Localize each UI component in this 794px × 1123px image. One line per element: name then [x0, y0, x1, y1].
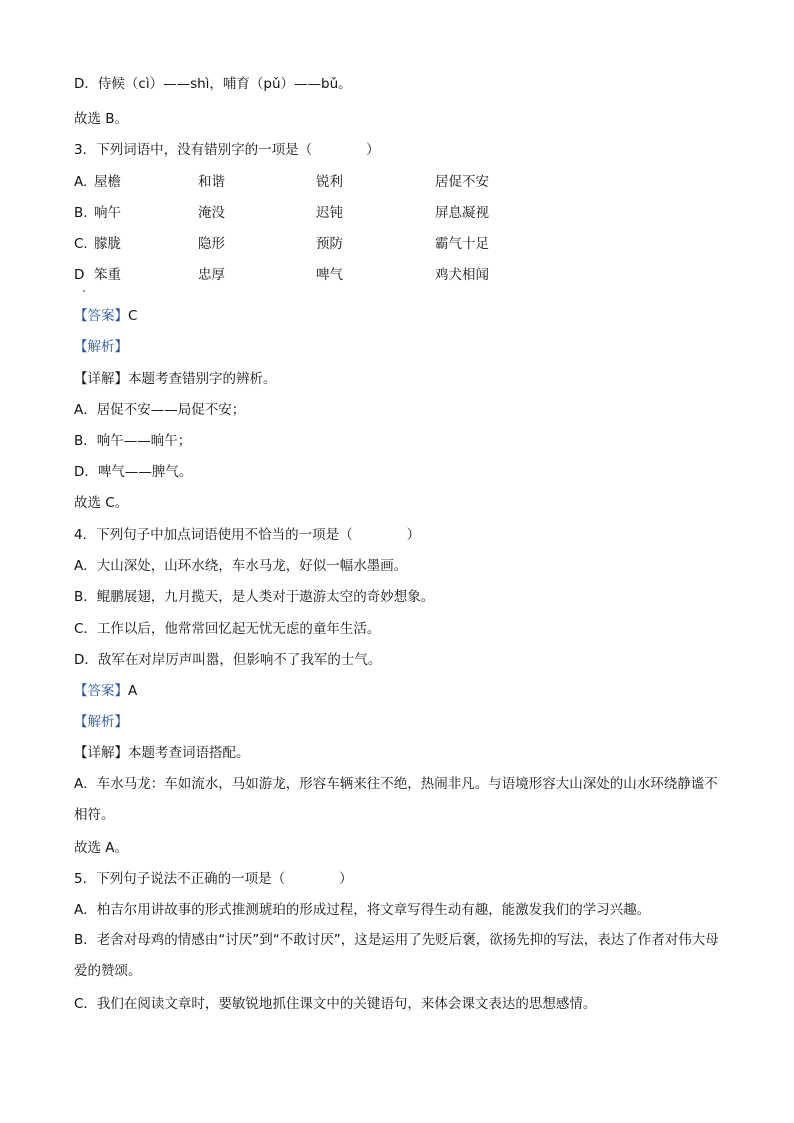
- detail-tag: 【详解】: [74, 371, 128, 387]
- q5-option-b: B．老舍对母鸡的情感由“讨厌”到“不敢讨厌”，这是运用了先贬后褒，欲扬先抑的写法，表达了作者对伟大母爱的赞颂。: [74, 932, 719, 979]
- line-answer-b: 故选 B。: [74, 111, 129, 127]
- analysis-tag-3: 【解析】: [74, 339, 128, 355]
- question-3: 3．下列词语中，没有错别字的一项是（ ）: [74, 142, 380, 158]
- option-word: 忠厚: [198, 267, 225, 283]
- option-word: 隐形: [198, 236, 225, 252]
- q4-option-c: C．工作以后，他常常回忆起无忧无虑的童年生活。: [74, 621, 381, 637]
- answer-tag: 【答案】: [74, 308, 128, 324]
- q4-option-b: B．鲲鹏展翅，九月揽天，是人类对于遨游太空的奇妙想象。: [74, 589, 435, 605]
- analysis-tag-4: 【解析】: [74, 714, 128, 730]
- option-word: 迟钝: [316, 205, 343, 221]
- question-5: 5．下列句子说法不正确的一项是（ ）: [74, 871, 353, 887]
- q4-option-a: A．大山深处，山环水绕，车水马龙，好似一幅水墨画。: [74, 558, 408, 574]
- option-word: 锐利: [316, 174, 343, 190]
- answer-3: [74, 307, 137, 325]
- option-label: B.: [74, 205, 88, 221]
- q5-option-c: C．我们在阅读文章时，要敏锐地抓住课文中的关键语句，来体会课文表达的思想感情。: [74, 996, 597, 1012]
- option-word: 屋檐: [94, 174, 121, 190]
- option-word: 屏息凝视: [435, 205, 489, 221]
- option-word: 朦胧: [94, 236, 121, 252]
- q3-option-row-c: [0, 235, 794, 253]
- stray-dot: [83, 290, 85, 292]
- correction-a: A．居促不安——局促不安；: [74, 402, 246, 418]
- answer-tag: 【答案】: [74, 683, 128, 699]
- q3-option-row-b: [0, 204, 794, 222]
- option-word: 鸡犬相闻: [435, 267, 489, 283]
- correction-d: D．啤气——脾气。: [74, 464, 193, 480]
- detail-text: 本题考查错别字的辨析。: [128, 371, 277, 387]
- question-4: 4．下列句子中加点词语使用不恰当的一项是（ ）: [74, 527, 421, 543]
- option-word: 和谐: [198, 174, 225, 190]
- option-word: 笨重: [94, 267, 121, 283]
- answer-value: C: [128, 308, 138, 324]
- answer-value: A: [128, 683, 138, 699]
- detail-4: [74, 744, 250, 762]
- line-d-pinyin: D．侍候（cì）——shì，哺育（pǔ）——bǔ。: [74, 76, 352, 92]
- q3-option-row-d: [0, 266, 794, 284]
- option-label: D: [74, 267, 85, 283]
- option-word: 响午: [94, 205, 121, 221]
- detail-tag: 【详解】: [74, 745, 128, 761]
- option-word: 预防: [316, 236, 343, 252]
- option-word: 居促不安: [435, 174, 489, 190]
- q4-option-d: D．敌军在对岸厉声叫嚣，但影响不了我军的士气。: [74, 652, 382, 668]
- detail-3: [74, 370, 277, 388]
- choice-4: 故选 A。: [74, 840, 129, 856]
- option-word: 霸气十足: [435, 236, 489, 252]
- answer-4: [74, 682, 137, 700]
- option-label: A.: [74, 174, 88, 190]
- explanation-a: A．车水马龙：车如流水，马如游龙，形容车辆来往不绝，热闹非凡。与语境形容大山深处的山水环绕静谧不相符。: [74, 776, 718, 823]
- choice-3: 故选 C。: [74, 495, 129, 511]
- option-word: 啤气: [316, 267, 343, 283]
- option-word: 淹没: [198, 205, 225, 221]
- detail-text: 本题考查词语搭配。: [128, 745, 250, 761]
- q5-option-a: A．柏吉尔用讲故事的形式推测琥珀的形成过程，将文章写得生动有趣，能激发我们的学习兴趣。: [74, 902, 651, 918]
- correction-b: B．响午——晌午；: [74, 433, 192, 449]
- q3-option-row-a: [0, 173, 794, 191]
- option-label: C.: [74, 236, 88, 252]
